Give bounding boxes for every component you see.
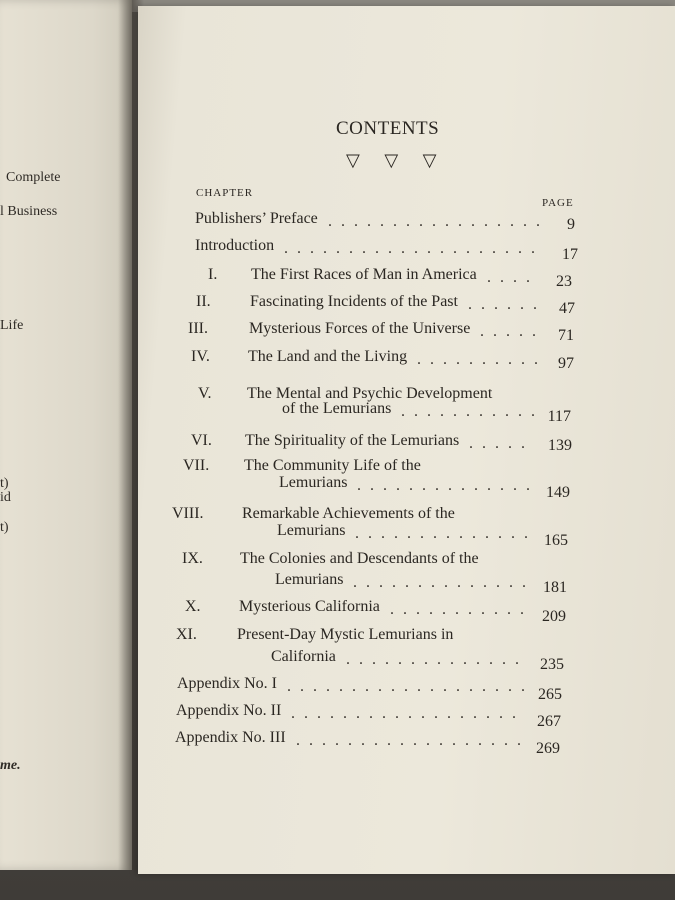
dot-leader: ...........: [390, 601, 533, 618]
dot-leader: ..............: [357, 477, 539, 494]
chapter-number: VIII.: [172, 505, 204, 522]
dot-leader: ..............: [353, 574, 535, 591]
dot-leader: .................: [328, 213, 549, 230]
dot-leader: ...................: [287, 678, 534, 695]
page-number: 267: [537, 713, 561, 730]
dot-leader: ..................: [291, 705, 525, 722]
page-number: 17: [562, 246, 578, 263]
left-fragment: Complete: [6, 170, 61, 185]
chapter-title: Appendix No. II: [176, 702, 282, 719]
chapter-title-continued: Lemurians: [277, 522, 346, 539]
dot-leader: .....: [469, 435, 534, 452]
page-number: 139: [548, 437, 572, 454]
page-number: 117: [547, 408, 571, 425]
chapter-title: Publishers’ Preface: [195, 210, 318, 227]
chapter-number: IV.: [191, 348, 210, 365]
dot-leader: ....................: [284, 240, 544, 257]
page-number: 235: [540, 656, 564, 673]
chapter-title: The Community Life of the: [244, 457, 421, 474]
dot-leader: ..................: [296, 732, 530, 749]
dot-leader: ....: [487, 269, 539, 286]
chapter-number: V.: [198, 385, 212, 402]
page-number: 269: [536, 740, 560, 757]
chapter-title: Appendix No. I: [177, 675, 277, 692]
chapter-title-continued: Lemurians: [279, 474, 348, 491]
triangle-ornament-icon: ▽ ▽ ▽: [346, 150, 447, 170]
page-number: 181: [543, 579, 567, 596]
contents-title: CONTENTS: [336, 118, 440, 139]
page-number: 9: [567, 216, 575, 233]
chapter-title: Appendix No. III: [175, 729, 286, 746]
chapter-title: Fascinating Incidents of the Past: [250, 293, 458, 310]
left-fragment: t): [0, 520, 9, 535]
chapter-title: The First Races of Man in America: [251, 266, 477, 283]
dot-leader: .....: [480, 323, 545, 340]
chapter-number: XI.: [176, 626, 197, 643]
page-number: 265: [538, 686, 562, 703]
chapter-number: VI.: [191, 432, 212, 449]
chapter-title: The Mental and Psychic Development: [247, 385, 493, 402]
page-number: 71: [558, 327, 574, 344]
chapter-number: X.: [185, 598, 201, 615]
chapter-title: The Spirituality of the Lemurians: [245, 432, 460, 449]
chapter-header: CHAPTER: [196, 187, 254, 199]
dot-leader: ......: [468, 296, 546, 313]
page-number: 97: [558, 355, 574, 372]
left-page: [0, 0, 132, 870]
page-number: 209: [542, 608, 566, 625]
chapter-title: The Land and the Living: [248, 348, 408, 365]
chapter-number: VII.: [183, 457, 210, 474]
chapter-title: Remarkable Achievements of the: [242, 505, 455, 522]
chapter-title-continued: California: [271, 648, 336, 665]
page-number: 23: [556, 273, 572, 290]
left-fragment: id: [0, 490, 11, 505]
left-fragment: l Business: [0, 204, 58, 219]
dot-leader: ..............: [355, 525, 537, 542]
chapter-title-continued: Lemurians: [275, 571, 344, 588]
page-number: 47: [559, 300, 575, 317]
chapter-title: Mysterious Forces of the Universe: [249, 320, 471, 337]
chapter-title: Introduction: [195, 237, 275, 254]
chapter-number: II.: [196, 293, 211, 310]
page-header: PAGE: [542, 197, 574, 209]
chapter-number: IX.: [182, 550, 203, 567]
chapter-title: The Colonies and Descendants of the: [240, 550, 479, 567]
dot-leader: ..........: [417, 351, 547, 368]
left-fragment: t): [0, 476, 9, 491]
chapter-number: III.: [188, 320, 208, 337]
chapter-title-continued: of the Lemurians: [282, 400, 392, 417]
dot-leader: ...........: [401, 403, 544, 420]
dot-leader: ..............: [346, 651, 528, 668]
left-fragment: me.: [0, 758, 21, 773]
left-fragment: Life: [0, 318, 24, 333]
page-number: 149: [546, 484, 570, 501]
chapter-title: Mysterious California: [239, 598, 380, 615]
chapter-number: I.: [208, 266, 218, 283]
chapter-title: Present-Day Mystic Lemurians in: [237, 626, 454, 643]
page-number: 165: [544, 532, 568, 549]
